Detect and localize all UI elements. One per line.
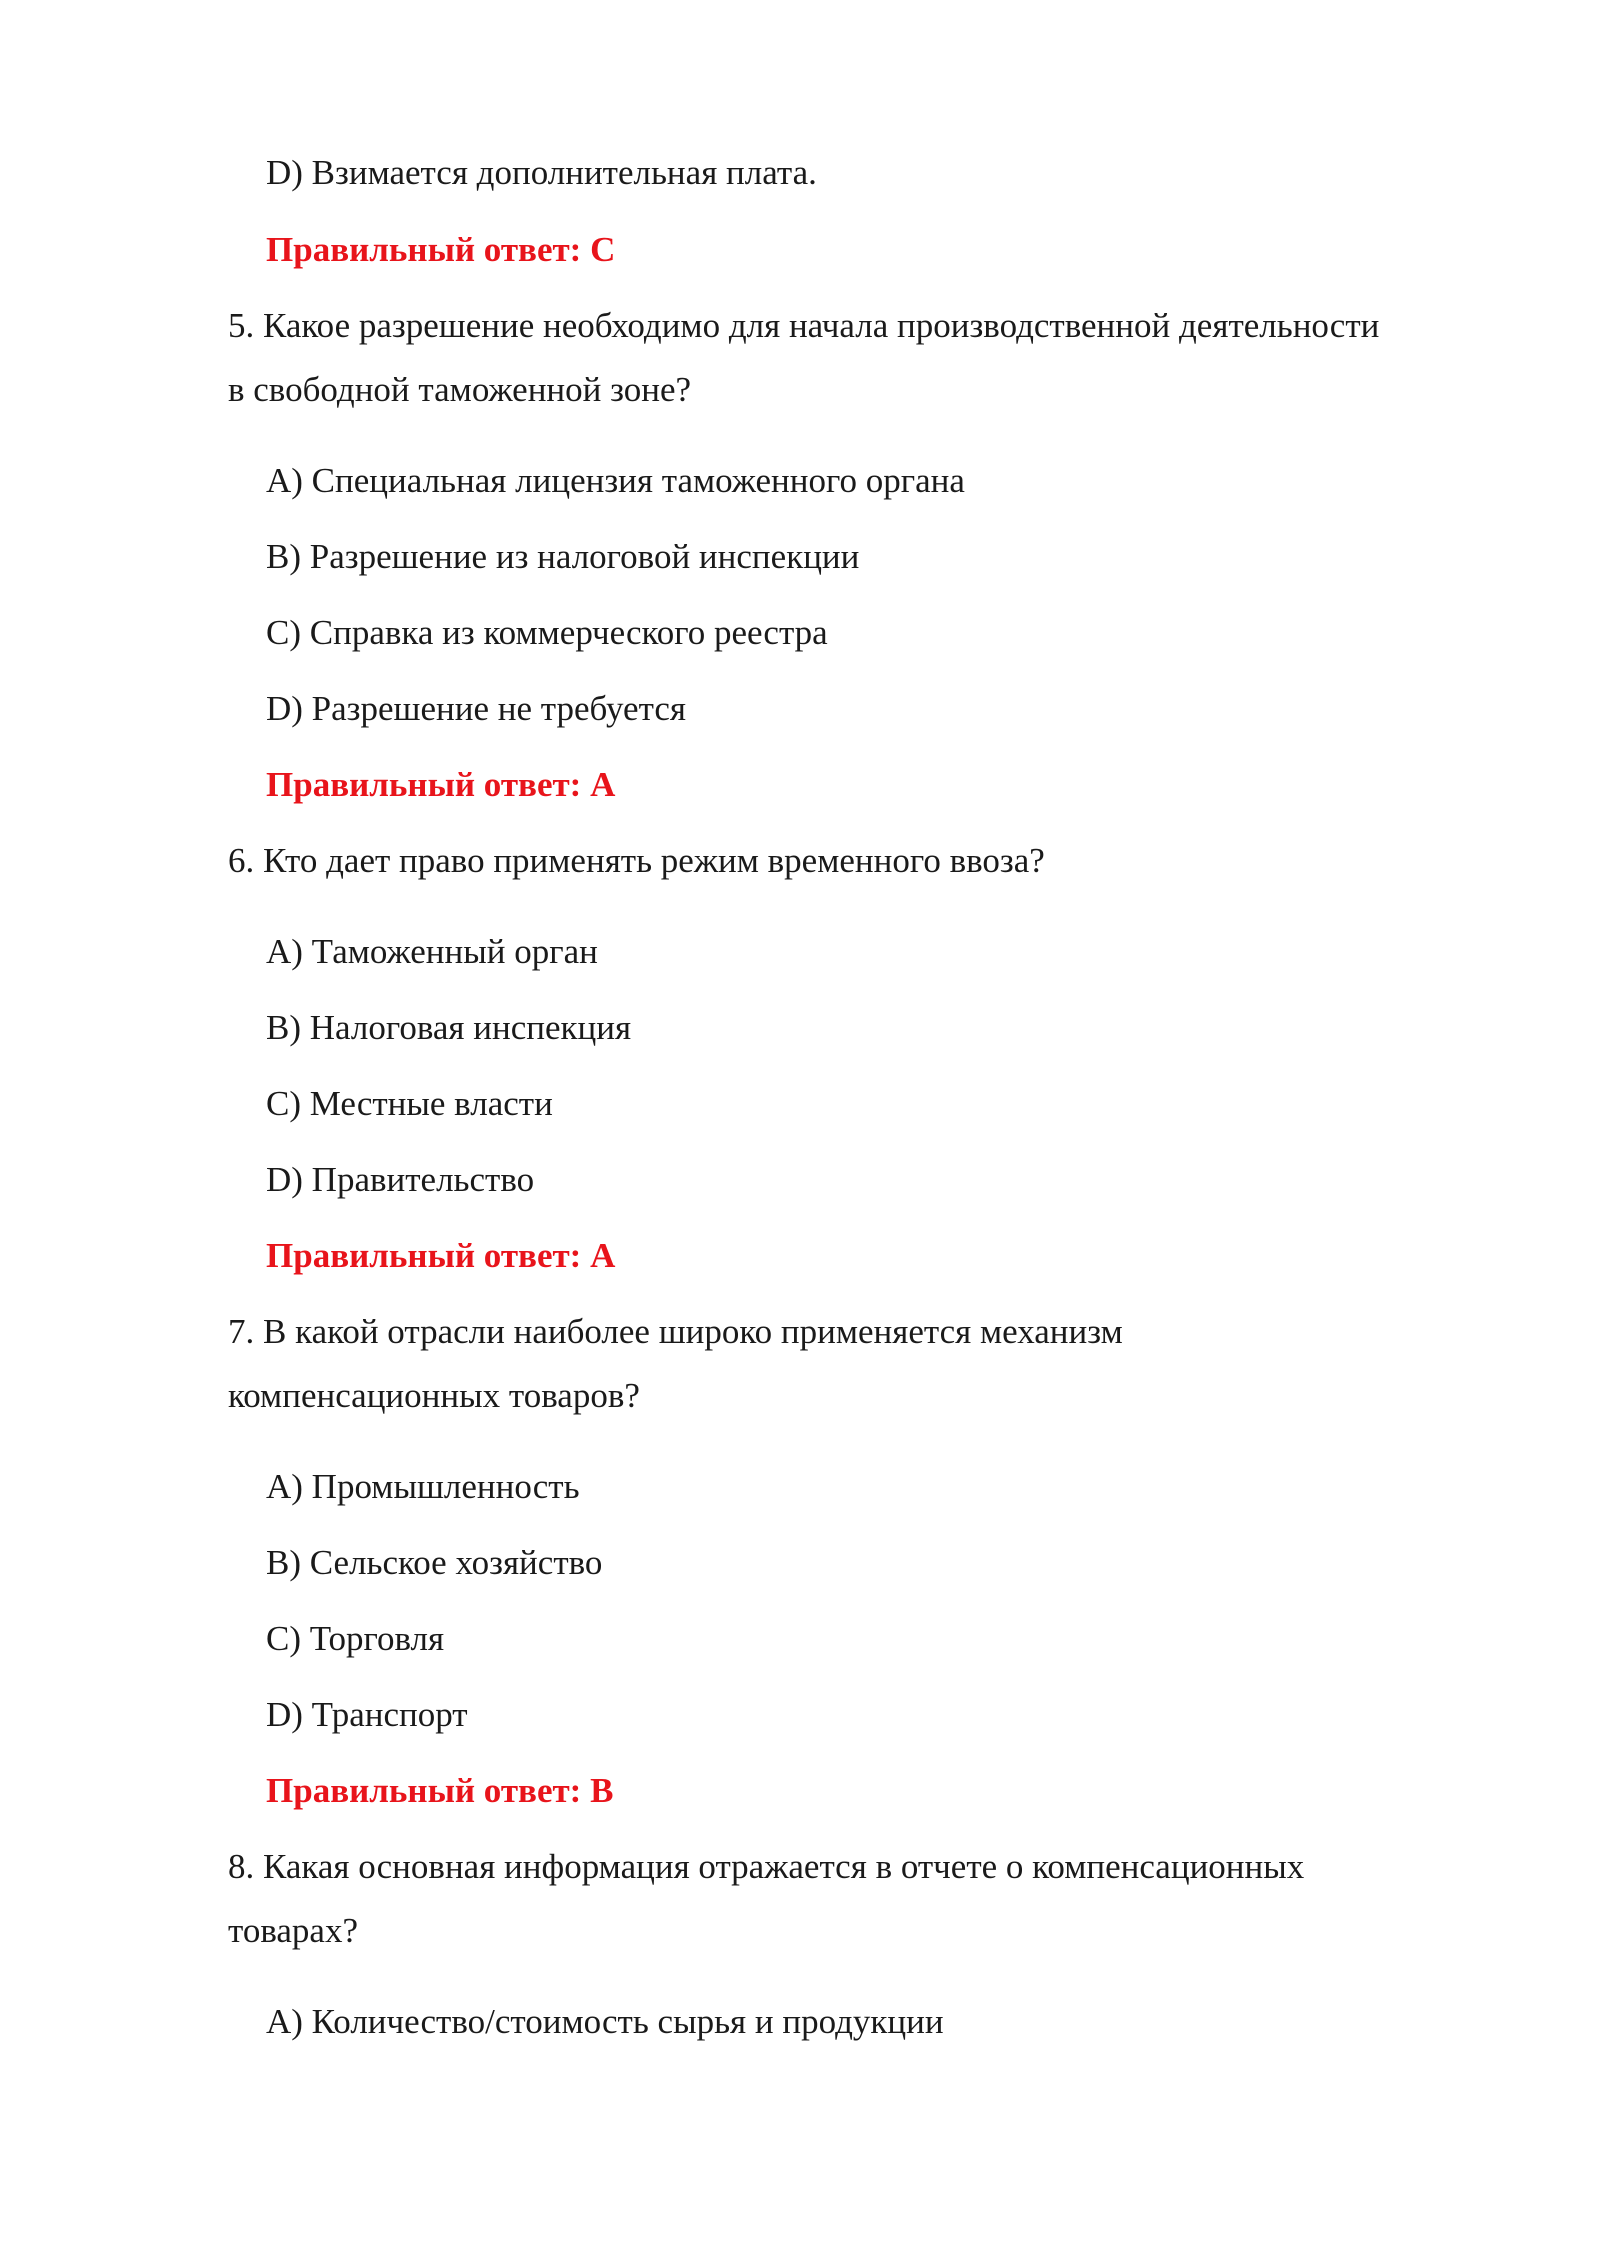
option-a: A) Количество/стоимость сырья и продукции bbox=[266, 2002, 944, 2041]
option-b: B) Разрешение из налоговой инспекции bbox=[266, 537, 860, 576]
correct-answer: Правильный ответ: A bbox=[266, 765, 616, 804]
option-a: A) Таможенный орган bbox=[266, 932, 598, 971]
question-5-text: 5. Какое разрешение необходимо для начала производственной деятельности bbox=[228, 306, 1380, 345]
option-d: D) Разрешение не требуется bbox=[266, 689, 686, 728]
question-7-text: компенсационных товаров? bbox=[228, 1376, 640, 1415]
question-8-text: 8. Какая основная информация отражается в отчете о компенсационных bbox=[228, 1847, 1305, 1886]
option-b: B) Сельское хозяйство bbox=[266, 1543, 603, 1582]
question-8-text: товарах? bbox=[228, 1911, 359, 1950]
option-a: A) Специальная лицензия таможенного органа bbox=[266, 461, 965, 500]
correct-answer: Правильный ответ: B bbox=[266, 1771, 614, 1810]
option-a: A) Промышленность bbox=[266, 1467, 580, 1506]
option-d: D) Правительство bbox=[266, 1160, 535, 1199]
option-c: C) Справка из коммерческого реестра bbox=[266, 613, 828, 652]
question-5-text: в свободной таможенной зоне? bbox=[228, 370, 692, 409]
option-c: C) Торговля bbox=[266, 1619, 445, 1658]
option-c: C) Местные власти bbox=[266, 1084, 553, 1123]
question-6-text: 6. Кто дает право применять режим временного ввоза? bbox=[228, 841, 1045, 880]
option-d: D) Взимается дополнительная плата. bbox=[266, 153, 817, 192]
option-b: B) Налоговая инспекция bbox=[266, 1008, 632, 1047]
correct-answer: Правильный ответ: С bbox=[266, 230, 616, 269]
option-d: D) Транспорт bbox=[266, 1695, 468, 1734]
correct-answer: Правильный ответ: A bbox=[266, 1236, 616, 1275]
question-7-text: 7. В какой отрасли наиболее широко применяется механизм bbox=[228, 1312, 1123, 1351]
